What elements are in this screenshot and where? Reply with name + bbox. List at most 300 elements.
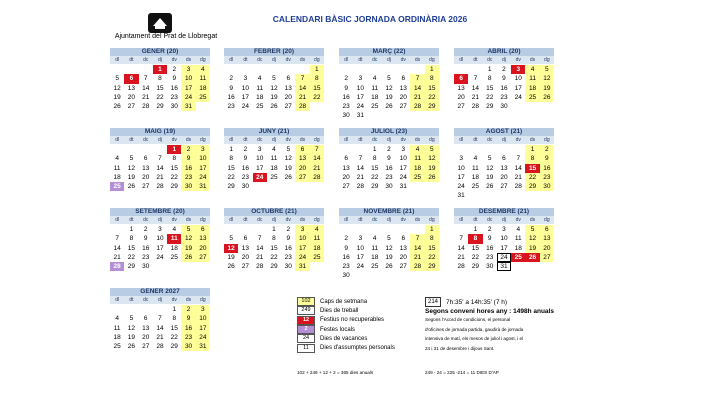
day-cell: 5 <box>425 145 439 154</box>
day-cell: 15 <box>127 244 136 252</box>
day-cell: 20 <box>540 244 554 253</box>
weekday-header <box>339 216 439 224</box>
day-cell: 30 <box>342 272 350 280</box>
day-cell: 7 <box>115 235 119 243</box>
day-cell: 3 <box>257 146 262 153</box>
day-cell: 6 <box>502 155 506 163</box>
day-cell: 29 <box>486 103 494 111</box>
day-cell: 21 <box>410 253 424 262</box>
day-cell: 10 <box>295 234 309 243</box>
day-cell: 31 <box>457 192 465 200</box>
day-cell: 6 <box>143 155 148 163</box>
day-cell: 23 <box>486 253 494 261</box>
day-cell: 22 <box>486 93 494 101</box>
day-cell: 26 <box>385 103 393 111</box>
day-cell: 24 <box>196 333 210 342</box>
day-cell: 19 <box>385 253 393 261</box>
day-cell: 21 <box>356 173 365 181</box>
day-cell: 14 <box>410 84 424 93</box>
schedule-text: 7h:35' a 14h:35' (7 h) <box>446 298 508 306</box>
day-cell: 22 <box>525 173 539 182</box>
day-cell: 23 <box>227 103 235 111</box>
day-cell: 18 <box>514 244 522 252</box>
day-cell: 18 <box>471 173 480 181</box>
day-cell: 15 <box>170 324 178 332</box>
empty-cell <box>253 225 267 234</box>
day-cell: 18 <box>371 253 379 261</box>
empty-cell <box>124 65 138 74</box>
day-cell: 20 <box>142 173 150 181</box>
day-cell: 2 <box>344 235 348 243</box>
day-cell: 29 <box>170 183 178 191</box>
info-note: d'oficines de jornada partida, gaudirà de jornada <box>425 326 524 332</box>
weekday-header <box>110 296 210 304</box>
weekday-label: dl <box>115 137 120 143</box>
day-cell: 25 <box>170 253 178 261</box>
month-calendar <box>110 208 210 271</box>
weekday-label: ds <box>299 57 306 63</box>
day-cell: 13 <box>342 164 350 172</box>
day-cell: 23 <box>342 263 350 271</box>
day-cell: 7 <box>410 74 424 83</box>
empty-cell <box>110 305 124 314</box>
day-cell: 9 <box>540 154 554 163</box>
day-cell: 11 <box>514 235 522 243</box>
empty-cell <box>410 225 424 234</box>
empty-cell <box>382 225 396 234</box>
day-cell: 29 <box>227 183 235 191</box>
day-cell: 26 <box>113 103 121 111</box>
day-cell: 2 <box>387 146 391 153</box>
day-cell: 24 <box>181 93 195 102</box>
day-cell: 14 <box>514 164 522 172</box>
empty-cell <box>454 65 468 74</box>
weekday-label: dt <box>129 57 134 63</box>
day-cell: 30 <box>500 103 508 111</box>
empty-cell <box>110 225 124 234</box>
month-calendar <box>224 208 324 271</box>
weekday-label: dg <box>544 137 550 143</box>
day-cell: 23 <box>342 103 350 111</box>
weekday-label: dc <box>143 57 149 63</box>
weekday-label: dv <box>171 297 177 303</box>
day-cell: 27 <box>284 103 292 111</box>
month-title: GENER (20) <box>110 48 210 56</box>
day-cell: 24 <box>514 93 522 101</box>
day-cell: 11 <box>371 84 379 92</box>
day-cell: 5 <box>129 155 134 163</box>
month-calendar <box>454 208 554 271</box>
day-cell: 7 <box>358 155 363 163</box>
day-cell: 11 <box>410 154 424 163</box>
day-cell: 16 <box>181 324 195 333</box>
day-cell: 4 <box>115 155 119 163</box>
day-cell: 8 <box>425 234 439 243</box>
day-cell: 5 <box>286 146 291 153</box>
day-cell: 17 <box>500 244 508 252</box>
day-cell: 4 <box>372 75 377 83</box>
day-cell: 29 <box>371 183 379 191</box>
day-cell: 7 <box>473 75 478 83</box>
day-cell: 7 <box>459 235 463 243</box>
day-cell: 5 <box>115 75 119 83</box>
empty-cell <box>483 145 497 154</box>
day-cell: 3 <box>181 65 195 74</box>
day-cell: 13 <box>241 244 250 252</box>
weekday-label: dj <box>387 137 391 143</box>
day-cell: 4 <box>115 315 119 323</box>
month-calendar <box>224 48 324 111</box>
weekday-label: dv <box>171 137 177 143</box>
weekday-header <box>224 136 324 144</box>
weekday-label: dv <box>171 57 177 63</box>
day-cell: 30 <box>342 112 350 120</box>
weekday-label: dj <box>502 137 506 143</box>
day-cell: 28 <box>356 183 365 191</box>
day-cell: 30 <box>181 342 195 351</box>
weekday-label: dg <box>544 57 550 63</box>
day-cell: 13 <box>127 84 136 92</box>
day-cell: 9 <box>172 75 177 83</box>
weekday-label: dj <box>272 137 276 143</box>
day-cell: 27 <box>500 183 508 191</box>
month-calendar <box>454 128 554 201</box>
legend-label: Dies d'assumptes personals <box>320 345 395 352</box>
day-cell: 15 <box>270 244 278 252</box>
day-grid <box>110 305 210 351</box>
day-cell: 3 <box>459 155 463 163</box>
day-cell: 4 <box>257 75 262 83</box>
day-cell: 31 <box>181 102 195 111</box>
day-cell: 29 <box>270 263 278 271</box>
empty-cell <box>468 145 482 154</box>
day-cell: 21 <box>410 93 424 102</box>
day-cell: 17 <box>295 244 309 253</box>
day-cell: 4 <box>372 235 377 243</box>
weekday-label: dv <box>171 217 177 223</box>
page-title: CALENDARI BÀSIC JORNADA ORDINÀRIA 2026 <box>272 14 468 24</box>
day-cell: 30 <box>170 103 178 111</box>
weekday-label: dc <box>487 137 493 143</box>
info-note: 24 i 31 de desembre i dijous Sant. <box>425 345 495 351</box>
day-cell: 23 <box>170 93 178 101</box>
day-cell: 11 <box>113 164 121 172</box>
month-title: ABRIL (20) <box>454 48 554 56</box>
day-cell: 24 <box>356 263 365 271</box>
weekday-label: dc <box>372 57 378 63</box>
weekday-label: dc <box>372 137 378 143</box>
day-cell: 9 <box>143 235 148 243</box>
month-title: DESEMBRE (21) <box>454 208 554 216</box>
month-calendar <box>339 48 439 121</box>
day-cell: 17 <box>256 164 264 172</box>
day-cell: 4 <box>516 226 521 233</box>
day-cell: 29 <box>425 262 439 271</box>
day-cell: 9 <box>243 155 248 163</box>
day-cell: 22 <box>156 93 164 101</box>
day-cell: 17 <box>196 324 210 333</box>
day-cell: 28 <box>457 263 465 271</box>
day-cell: 16 <box>170 84 178 92</box>
weekday-header <box>110 56 210 64</box>
day-cell: 14 <box>410 244 424 253</box>
day-cell: 21 <box>156 173 164 181</box>
day-cell: 13 <box>540 234 554 243</box>
day-cell: 18 <box>410 164 424 173</box>
empty-cell <box>353 225 367 234</box>
day-cell: 12 <box>270 84 278 92</box>
day-cell: 20 <box>457 93 465 101</box>
weekday-label: dl <box>229 217 234 223</box>
day-grid <box>110 65 210 111</box>
weekday-label: dj <box>502 57 506 63</box>
day-cell: 5 <box>129 315 134 323</box>
day-cell: 24 <box>196 173 210 182</box>
weekday-label: dl <box>344 57 349 63</box>
day-cell: 2 <box>229 75 233 83</box>
day-cell: 22 <box>270 253 278 261</box>
day-cell: 3 <box>502 226 506 233</box>
day-cell: 13 <box>295 154 309 163</box>
month-title: SETEMBRE (20) <box>110 208 210 216</box>
day-cell: 28 <box>156 343 164 351</box>
day-cell: 17 <box>399 164 407 172</box>
day-cell: 12 <box>224 244 238 253</box>
day-cell: 6 <box>295 145 309 154</box>
day-cell: 19 <box>181 244 195 253</box>
empty-cell <box>281 65 295 74</box>
weekday-label: dv <box>400 217 406 223</box>
day-cell: 16 <box>500 84 508 92</box>
weekday-label: ds <box>529 217 536 223</box>
empty-cell <box>124 145 138 154</box>
day-grid <box>110 145 210 191</box>
weekday-label: dt <box>243 57 248 63</box>
day-cell: 25 <box>113 343 121 351</box>
month-title: AGOST (21) <box>454 128 554 136</box>
weekday-label: dv <box>515 137 521 143</box>
day-cell: 10 <box>156 235 164 243</box>
day-cell: 22 <box>310 93 324 102</box>
day-cell: 26 <box>227 263 235 271</box>
day-cell: 11 <box>525 74 539 83</box>
weekday-label: dv <box>285 57 291 63</box>
weekday-label: dg <box>200 137 206 143</box>
legend <box>297 297 395 353</box>
day-cell: 17 <box>356 253 365 261</box>
day-cell: 26 <box>540 93 554 102</box>
day-cell: 28 <box>295 102 309 111</box>
day-cell: 7 <box>257 235 262 243</box>
day-cell: 22 <box>170 333 178 341</box>
day-cell: 22 <box>127 253 136 261</box>
day-cell: 8 <box>158 75 162 83</box>
day-cell: 16 <box>227 93 235 101</box>
weekday-label: dj <box>387 57 391 63</box>
weekday-label: dg <box>544 217 550 223</box>
day-cell: 20 <box>399 93 407 101</box>
empty-cell <box>267 65 281 74</box>
day-cell: 4 <box>196 65 210 74</box>
day-cell: 12 <box>113 84 121 92</box>
legend-row <box>297 297 395 306</box>
day-cell: 31 <box>196 342 210 351</box>
day-cell: 5 <box>272 75 276 83</box>
day-cell: 18 <box>196 84 210 93</box>
day-cell: 3 <box>196 145 210 154</box>
weekday-label: dg <box>200 217 206 223</box>
legend-row <box>297 343 395 352</box>
footer-formula-right: 249 - 24 = 225 -214 = 11 DIES D'AP <box>425 370 499 375</box>
day-cell: 7 <box>516 155 521 163</box>
day-cell: 22 <box>227 173 235 181</box>
day-cell: 29 <box>425 102 439 111</box>
legend-row <box>297 334 395 343</box>
day-cell: 5 <box>229 235 233 243</box>
day-cell: 6 <box>401 235 406 243</box>
day-cell: 22 <box>371 173 379 181</box>
day-cell: 11 <box>472 164 479 172</box>
day-cell: 26 <box>127 183 136 191</box>
day-cell: 17 <box>457 173 465 181</box>
day-cell: 15 <box>371 164 379 172</box>
weekday-header <box>110 136 210 144</box>
day-cell: 18 <box>113 333 121 341</box>
day-cell: 3 <box>401 146 406 153</box>
weekday-label: ds <box>414 217 421 223</box>
empty-cell <box>110 145 124 154</box>
day-cell: 2 <box>502 66 506 73</box>
day-cell: 9 <box>487 235 492 243</box>
weekday-label: dl <box>344 217 349 223</box>
day-cell: 25 <box>256 103 264 111</box>
day-cell: 8 <box>129 235 134 243</box>
weekday-label: dt <box>243 217 248 223</box>
day-cell: 13 <box>457 84 465 92</box>
day-cell: 14 <box>142 84 150 92</box>
day-cell: 6 <box>196 225 210 234</box>
day-cell: 7 <box>158 315 162 323</box>
day-cell: 18 <box>270 164 278 172</box>
weekday-label: dj <box>387 217 391 223</box>
day-cell: 16 <box>385 164 393 172</box>
day-cell: 1 <box>167 145 181 154</box>
weekday-label: dl <box>115 57 120 63</box>
day-cell: 24 <box>253 173 267 182</box>
weekday-label: dg <box>314 137 320 143</box>
weekday-header <box>339 136 439 144</box>
day-cell: 7 <box>158 155 162 163</box>
day-cell: 26 <box>181 253 195 262</box>
empty-cell <box>295 65 309 74</box>
organization-name: Ajuntament del Prat de Llobregat <box>114 33 218 40</box>
weekday-label: dj <box>272 57 276 63</box>
day-cell: 13 <box>500 164 508 172</box>
day-cell: 4 <box>410 145 424 154</box>
day-cell: 2 <box>172 66 177 73</box>
legend-label: Dies de vacances <box>320 335 368 342</box>
legend-box: 12 <box>297 316 315 325</box>
day-cell: 14 <box>256 244 264 252</box>
day-cell: 4 <box>172 226 177 233</box>
day-cell: 1 <box>272 226 276 233</box>
day-cell: 9 <box>181 314 195 323</box>
weekday-label: dc <box>257 137 263 143</box>
day-cell: 25 <box>410 173 424 182</box>
day-cell: 23 <box>500 93 508 101</box>
day-cell: 9 <box>229 84 233 92</box>
weekday-header <box>454 216 554 224</box>
day-cell: 31 <box>295 262 309 271</box>
day-cell: 25 <box>511 253 525 262</box>
day-cell: 2 <box>487 226 492 233</box>
day-cell: 31 <box>497 262 511 271</box>
day-grid <box>454 145 554 201</box>
month-title: JULIOL (23) <box>339 128 439 136</box>
day-cell: 12 <box>486 164 494 172</box>
weekday-label: dg <box>429 137 435 143</box>
weekday-label: dv <box>285 217 291 223</box>
day-cell: 5 <box>487 155 492 163</box>
day-cell: 13 <box>399 244 407 252</box>
day-cell: 25 <box>310 253 324 262</box>
weekday-label: dt <box>243 137 248 143</box>
weekday-label: dt <box>473 57 478 63</box>
day-cell: 1 <box>487 66 492 73</box>
weekday-label: dc <box>143 297 149 303</box>
day-cell: 28 <box>514 183 522 191</box>
legend-label: Caps de setmana <box>320 298 368 305</box>
weekday-label: dv <box>515 217 521 223</box>
day-cell: 15 <box>227 164 235 172</box>
month-calendar <box>339 208 439 281</box>
day-cell: 23 <box>241 173 250 181</box>
day-cell: 27 <box>241 263 250 271</box>
day-cell: 2 <box>181 145 195 154</box>
weekday-label: dl <box>344 137 349 143</box>
legend-row <box>297 325 395 334</box>
day-cell: 12 <box>385 244 393 252</box>
empty-cell <box>139 305 153 314</box>
day-cell: 6 <box>124 74 138 83</box>
weekday-label: dc <box>257 57 263 63</box>
weekday-label: ds <box>529 137 536 143</box>
day-cell: 7 <box>310 145 324 154</box>
day-cell: 3 <box>196 305 210 314</box>
day-cell: 18 <box>371 93 379 101</box>
day-cell: 1 <box>372 146 377 153</box>
day-cell: 11 <box>371 244 379 252</box>
day-cell: 10 <box>196 154 210 163</box>
day-cell: 23 <box>181 333 195 342</box>
weekday-label: dg <box>429 217 435 223</box>
day-cell: 17 <box>156 244 164 252</box>
day-cell: 27 <box>295 173 309 182</box>
day-cell: 11 <box>113 324 121 332</box>
empty-cell <box>382 65 396 74</box>
day-cell: 8 <box>487 75 492 83</box>
day-cell: 27 <box>399 263 407 271</box>
day-cell: 1 <box>525 145 539 154</box>
day-cell: 19 <box>385 93 393 101</box>
weekday-label: dg <box>200 297 206 303</box>
day-cell: 23 <box>181 173 195 182</box>
weekday-label: ds <box>299 217 306 223</box>
day-cell: 9 <box>344 244 348 252</box>
day-cell: 24 <box>457 183 465 191</box>
weekday-label: dt <box>358 57 363 63</box>
day-cell: 5 <box>387 235 391 243</box>
